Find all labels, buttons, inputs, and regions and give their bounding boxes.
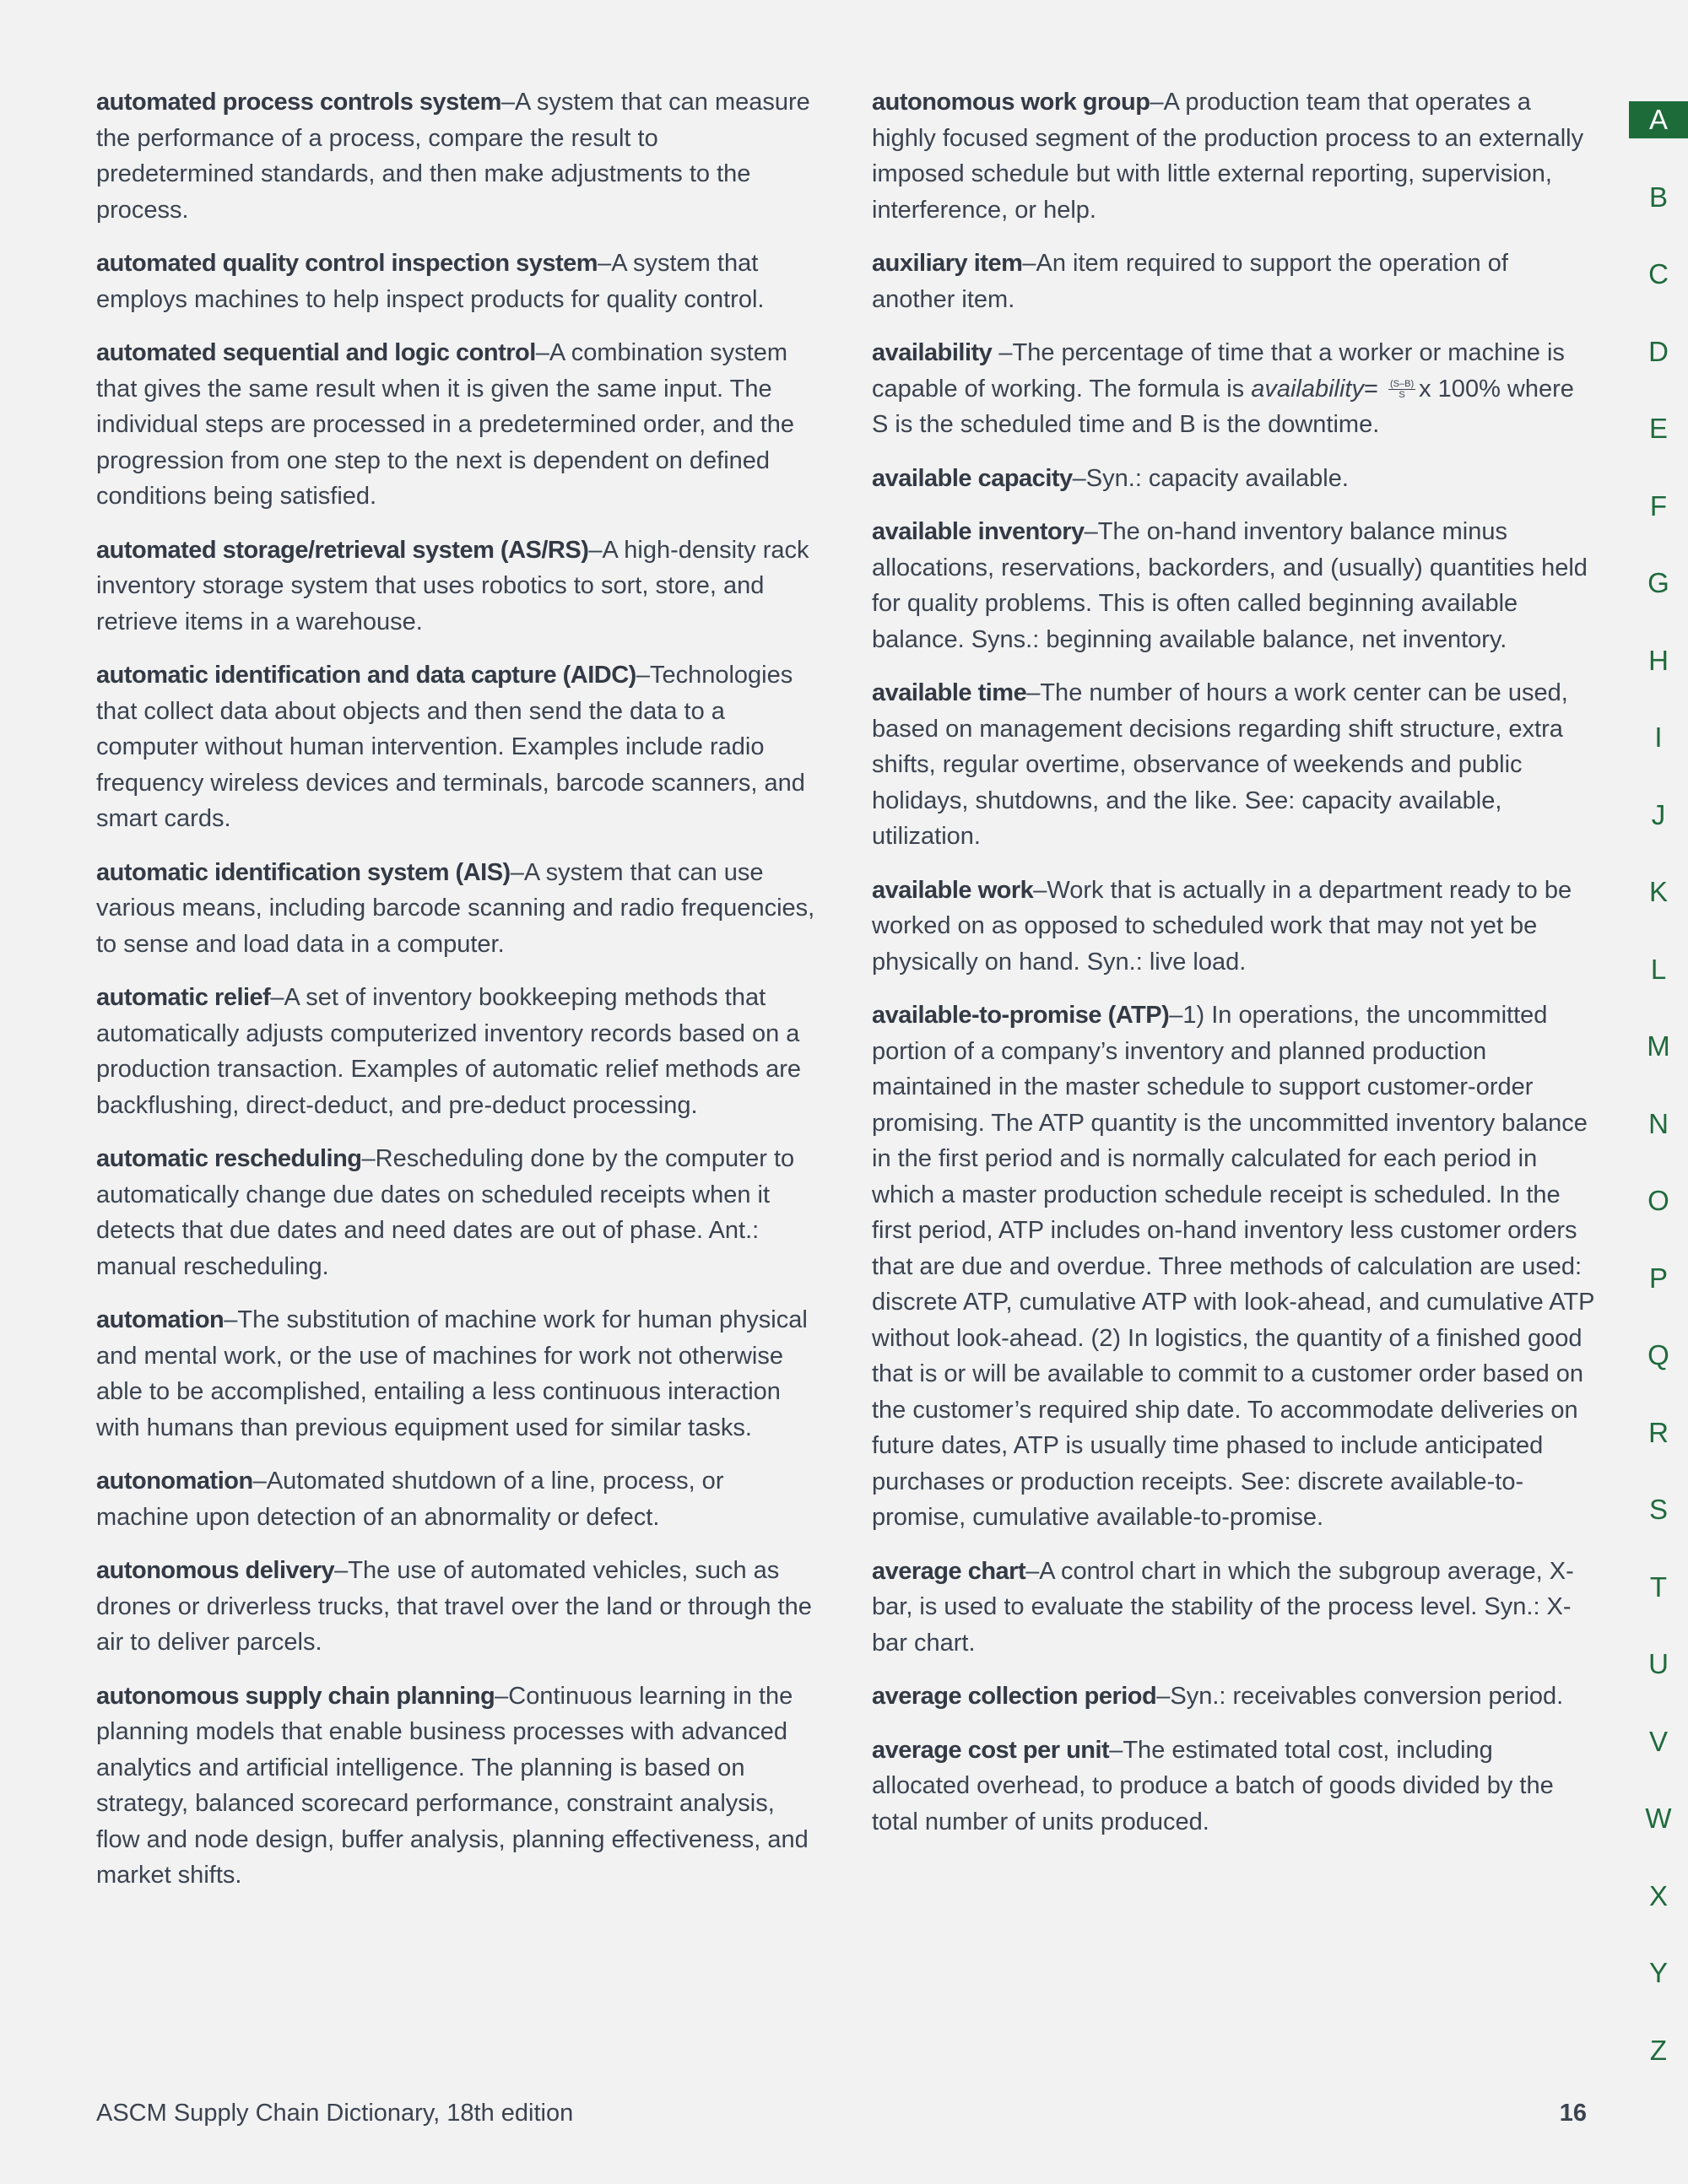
glossary-entry: [872, 675, 1595, 855]
glossary-entry: [872, 1733, 1595, 1841]
entry-definition: –A system that employs machines to help inspect products for quality control.: [96, 250, 765, 313]
glossary-entry: [872, 873, 1595, 981]
formula-label: availability: [1251, 375, 1364, 403]
alpha-letter-k[interactable]: K: [1648, 876, 1668, 907]
glossary-entry: [96, 246, 822, 317]
alpha-letter-c[interactable]: C: [1648, 258, 1669, 289]
alpha-letter-j[interactable]: J: [1651, 798, 1666, 830]
entry-term: average cost per unit: [872, 1736, 1110, 1764]
entry-definition: –Automated shutdown of a line, process, or machine upon detection of an abnormality or defect.: [96, 1468, 724, 1531]
alpha-letter-z[interactable]: Z: [1649, 2034, 1668, 2066]
entry-definition: –The number of hours a work center can be used, based on management decisions regarding shift structure, extra shifts, regular overtime, observance of weekends and public holidays, shutdowns, and the like. See: capacity available, utilization.: [872, 679, 1568, 850]
entry-term: automatic identification system (AIS): [96, 858, 511, 886]
glossary-entry: [872, 1679, 1595, 1715]
entry-definition: –The use of automated vehicles, such as drones or driverless trucks, that travel over the land or through the air to deliver parcels.: [96, 1557, 812, 1656]
entry-term: autonomous supply chain planning: [96, 1682, 495, 1710]
glossary-entry: [96, 980, 822, 1123]
entry-term: average collection period: [872, 1683, 1157, 1710]
entry-definition: –Continuous learning in the planning models that enable business processes with advanced analytics and artificial intelligence. The planning is based on strategy, balanced scorecard performance, constraint analysis, flow and node design, buffer analysis, planning effectiveness, and market shifts.: [96, 1682, 809, 1889]
glossary-entry: [96, 855, 822, 963]
entry-term: auxiliary item: [872, 250, 1023, 277]
entry-definition: –A system that can use various means, including barcode scanning and radio frequencies, to sense and load data in a computer.: [96, 858, 815, 958]
glossary-entry-availability: [872, 335, 1595, 443]
alpha-letter-l[interactable]: L: [1650, 953, 1667, 985]
entry-term: autonomous work group: [872, 89, 1150, 116]
entry-definition: –An item required to support the operation of another item.: [872, 250, 1508, 313]
fraction-denominator: S: [1399, 390, 1405, 401]
alpha-letter-n[interactable]: N: [1648, 1107, 1669, 1139]
entry-term: automatic identification and data capture (AIDC): [96, 662, 636, 689]
entry-definition: –Rescheduling done by the computer to automatically change due dates on scheduled receipts when it detects that due dates and need dates are out of phase. Ant.: manual rescheduling.: [96, 1145, 795, 1280]
alpha-letter-f[interactable]: F: [1649, 489, 1668, 522]
entry-definition: –A system that can measure the performance of a process, compare the result to predetermined standards, and then make adjustments to the process.: [96, 89, 810, 224]
entry-term: autonomous delivery: [96, 1557, 335, 1584]
entry-definition: –Work that is actually in a department ready to be worked on as opposed to scheduled work that may not yet be physically on hand. Syn.: live load.: [872, 876, 1572, 976]
alpha-letter-m[interactable]: M: [1647, 1030, 1670, 1062]
glossary-entry: [96, 84, 822, 228]
entry-definition-tail: where S is the scheduled time and B is the downtime.: [872, 375, 1574, 438]
entry-term: availability: [872, 339, 993, 366]
alpha-letter-s[interactable]: S: [1648, 1494, 1668, 1525]
alpha-letter-w[interactable]: W: [1645, 1803, 1672, 1834]
entry-definition: –1) In operations, the uncommitted portion of a company’s inventory and planned production maintained in the master schedule to support customer-order promising. The ATP quantity is the uncommitted inventory balance in the first period and is normally calculated for each period in which a master production schedule receipt is scheduled. In the first period, ATP includes on-hand inventory less customer orders that are due and overdue. Three methods of calculation are used: discrete ATP, cumulative ATP with look-ahead, and cumulative ATP without look-ahead. (2) In logistics, the quantity of a finished good that is or will be available to commit to a customer order based on the customer’s required ship date. To accommodate deliveries on future dates, ATP is usually time phased to include anticipated purchases or production receipts. See: discrete available-to-promise, cumulative available-to-promise.: [872, 1002, 1594, 1531]
alpha-letter-v[interactable]: V: [1648, 1725, 1668, 1757]
entry-term: available time: [872, 679, 1027, 706]
glossary-entry: [96, 657, 822, 837]
alpha-letter-t[interactable]: T: [1649, 1570, 1668, 1603]
alpha-letter-g[interactable]: G: [1647, 567, 1669, 598]
glossary-entry: [96, 1679, 822, 1894]
alpha-letter-u[interactable]: U: [1648, 1648, 1669, 1679]
entry-term: automatic relief: [96, 984, 271, 1011]
glossary-entry: [96, 532, 822, 641]
glossary-entry: [96, 1141, 822, 1284]
entry-definition: –A production team that operates a highly focused segment of the production process to an externally imposed schedule but with little external reporting, supervision, interference, or help.: [872, 89, 1584, 224]
alpha-letter-o[interactable]: O: [1647, 1185, 1669, 1216]
fraction-numerator: (S–B): [1390, 379, 1415, 390]
alpha-letter-d[interactable]: D: [1648, 335, 1669, 367]
glossary-entry: [872, 514, 1595, 657]
entry-term: available-to-promise (ATP): [872, 1002, 1170, 1029]
glossary-entry: [96, 1553, 822, 1661]
formula-equals: =: [1364, 375, 1385, 403]
alpha-letter-y[interactable]: Y: [1648, 1957, 1668, 1988]
footer-title: ASCM Supply Chain Dictionary, 18th edition: [96, 2100, 574, 2127]
entry-definition: –Technologies that collect data about objects and then send the data to a computer without human intervention. Examples include radio frequency wireless devices and terminals, barcode scanners, and smart cards.: [96, 662, 805, 832]
entry-term: automated storage/retrieval system (AS/RS): [96, 536, 589, 564]
entry-definition: –A set of inventory bookkeeping methods that automatically adjusts computerized inventory records based on a production transaction. Examples of automatic relief methods are backflushing, direct-deduct, and pre-deduct processing.: [96, 984, 801, 1119]
entry-definition: –A control chart in which the subgroup average, X-bar, is used to evaluate the stability of the process level. Syn.: X-bar chart.: [872, 1557, 1574, 1657]
formula-multiplier: x 100%: [1419, 375, 1501, 403]
glossary-entry: [872, 997, 1595, 1536]
alpha-letter-r[interactable]: R: [1648, 1416, 1669, 1448]
entry-term: automatic rescheduling: [96, 1145, 362, 1172]
right-column: [872, 84, 1595, 1857]
alpha-letter-a[interactable]: A: [1629, 101, 1688, 138]
entry-definition: –The percentage of time that a worker or machine is capable of working. The formula is: [872, 339, 1565, 403]
entry-definition: –Syn.: capacity available.: [1072, 464, 1349, 492]
alpha-letter-p[interactable]: P: [1648, 1262, 1668, 1294]
entry-term: available capacity: [872, 464, 1073, 492]
glossary-entry: [872, 1554, 1595, 1662]
entry-term: autonomation: [96, 1468, 253, 1495]
entry-definition: –The substitution of machine work for human physical and mental work, or the use of machines for work not otherwise able to be accomplished, entailing a less continuous interaction with humans than previous equipment used for similar tasks.: [96, 1306, 808, 1441]
glossary-entry: [872, 84, 1595, 228]
entry-term: automated process controls system: [96, 89, 501, 116]
alpha-letter-i[interactable]: I: [1654, 722, 1663, 753]
glossary-entry: [96, 335, 822, 515]
entry-term: automation: [96, 1306, 225, 1333]
glossary-entry: [96, 1302, 822, 1446]
formula-fraction: [1388, 379, 1415, 400]
entry-definition: –A combination system that gives the same result when it is given the same input. The individual steps are processed in a predetermined order, and the progression from one step to the next is dependent on defined conditions being satisfied.: [96, 339, 795, 510]
entry-term: automated sequential and logic control: [96, 339, 536, 366]
entry-term: available inventory: [872, 518, 1085, 545]
entry-definition: –A high-density rack inventory storage system that uses robotics to sort, store, and retrieve items in a warehouse.: [96, 536, 809, 635]
glossary-entry: [96, 1463, 822, 1535]
alpha-letter-x[interactable]: X: [1648, 1879, 1668, 1911]
alpha-letter-h[interactable]: H: [1648, 644, 1669, 676]
alpha-letter-e[interactable]: E: [1648, 413, 1668, 444]
entry-definition: –The estimated total cost, including allocated overhead, to produce a batch of goods divided by the total number of units produced.: [872, 1736, 1554, 1835]
glossary-entry: [872, 461, 1595, 497]
page-number: 16: [1559, 2100, 1587, 2127]
entry-definition: –Syn.: receivables conversion period.: [1156, 1683, 1564, 1710]
entry-term: available work: [872, 876, 1034, 904]
glossary-entry: [872, 246, 1595, 317]
alpha-letter-q[interactable]: Q: [1647, 1339, 1669, 1370]
entry-definition: –The on-hand inventory balance minus allocations, reservations, backorders, and (usually) quantities held for quality problems. This is often called beginning available balance. Syns.: beginning available balance, net inventory.: [872, 518, 1588, 653]
alpha-letter-b[interactable]: B: [1648, 181, 1668, 213]
left-column: [96, 84, 822, 1911]
entry-term: average chart: [872, 1557, 1026, 1585]
entry-term: automated quality control inspection system: [96, 250, 598, 277]
